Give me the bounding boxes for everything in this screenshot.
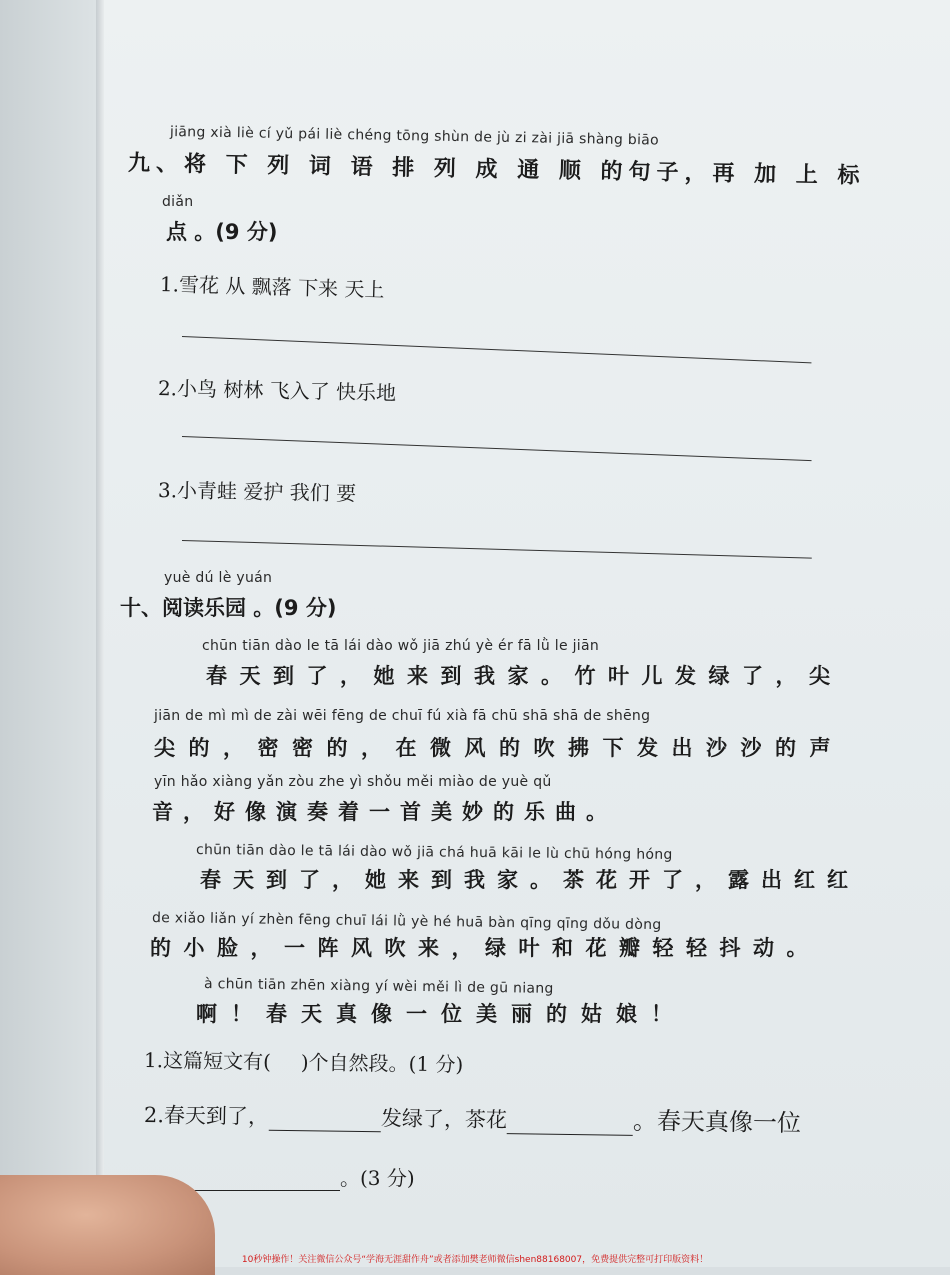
question-item-1: 1.雪花 从 飘落 下来 天上 <box>160 268 385 303</box>
question-item-3: 3.小青蛙 爱护 我们 要 <box>158 474 357 506</box>
question-1-text-b: )个自然段。(1 分) <box>301 1050 464 1076</box>
section9-title-2: 点 。(9 分) <box>166 216 277 246</box>
passage-pinyin-2: jiān de mì mì de zài wēi fēng de chuī fú xià fā chū shā shā de shēng <box>154 708 650 724</box>
passage-line-1: 春天到了，她来到我家。竹叶儿发绿了，尖 <box>206 660 843 690</box>
question-2-text-d: 。(3 分) <box>340 1166 415 1190</box>
left-page-margin <box>0 0 96 1267</box>
section10-title: 十、阅读乐园 。(9 分) <box>120 592 336 622</box>
passage-pinyin-5: de xiǎo liǎn yí zhèn fēng chuī lái lǜ yè hé huā bàn qīng qīng dǒu dòng <box>152 910 662 933</box>
passage-line-2: 尖的，密密的，在微风的吹拂下发出沙沙的声 <box>154 732 844 762</box>
question-2-continued <box>170 1162 415 1191</box>
passage-pinyin-6: à chūn tiān zhēn xiàng yí wèi měi lì de gū niang <box>204 976 554 997</box>
passage-pinyin-3: yīn hǎo xiàng yǎn zòu zhe yì shǒu měi miào de yuè qǔ <box>154 774 552 790</box>
passage-line-3: 音，好像演奏着一首美妙的乐曲。 <box>152 796 617 826</box>
passage-line-6: 啊！春天真像一位美丽的姑娘！ <box>196 998 686 1028</box>
passage-line-5: 的小脸，一阵风吹来，绿叶和花瓣轻轻抖动。 <box>150 932 820 962</box>
passage-line-4: 春天到了，她来到我家。茶花开了，露出红红 <box>200 864 860 894</box>
question-2-text-c: 。春天真像一位 <box>633 1107 801 1137</box>
question-1-text-a: 1.这篇短文有( <box>144 1048 271 1074</box>
worksheet-page <box>104 0 950 1267</box>
question-item-2: 2.小鸟 树林 飞入了 快乐地 <box>158 372 397 406</box>
footer-banner: 10秒钟操作！关注微信公众号“学海无涯甜作舟”或者添加樊老师微信shen88168007，免费提供完整可打印版资料！ <box>0 1252 950 1265</box>
section9-title: 九、将 下 列 词 语 排 列 成 通 顺 的句子，再 加 上 标 <box>128 146 866 190</box>
section9-pinyin: jiāng xià liè cí yǔ pái liè chéng tōng shùn de jù zi zài jiā shàng biāo <box>170 124 659 149</box>
passage-pinyin-4: chūn tiān dào le tā lái dào wǒ jiā chá huā kāi le lù chū hóng hóng <box>196 842 673 863</box>
question-1 <box>144 1044 464 1077</box>
passage-pinyin-1: chūn tiān dào le tā lái dào wǒ jiā zhú yè ér fā lǜ le jiān <box>202 638 599 654</box>
section9-pinyin-2: diǎn <box>162 194 193 210</box>
section10-pinyin: yuè dú lè yuán <box>164 570 272 586</box>
question-2-text-a: 2.春天到了， <box>144 1103 269 1129</box>
question-2-text-b: 发绿了，茶花 <box>381 1106 507 1132</box>
